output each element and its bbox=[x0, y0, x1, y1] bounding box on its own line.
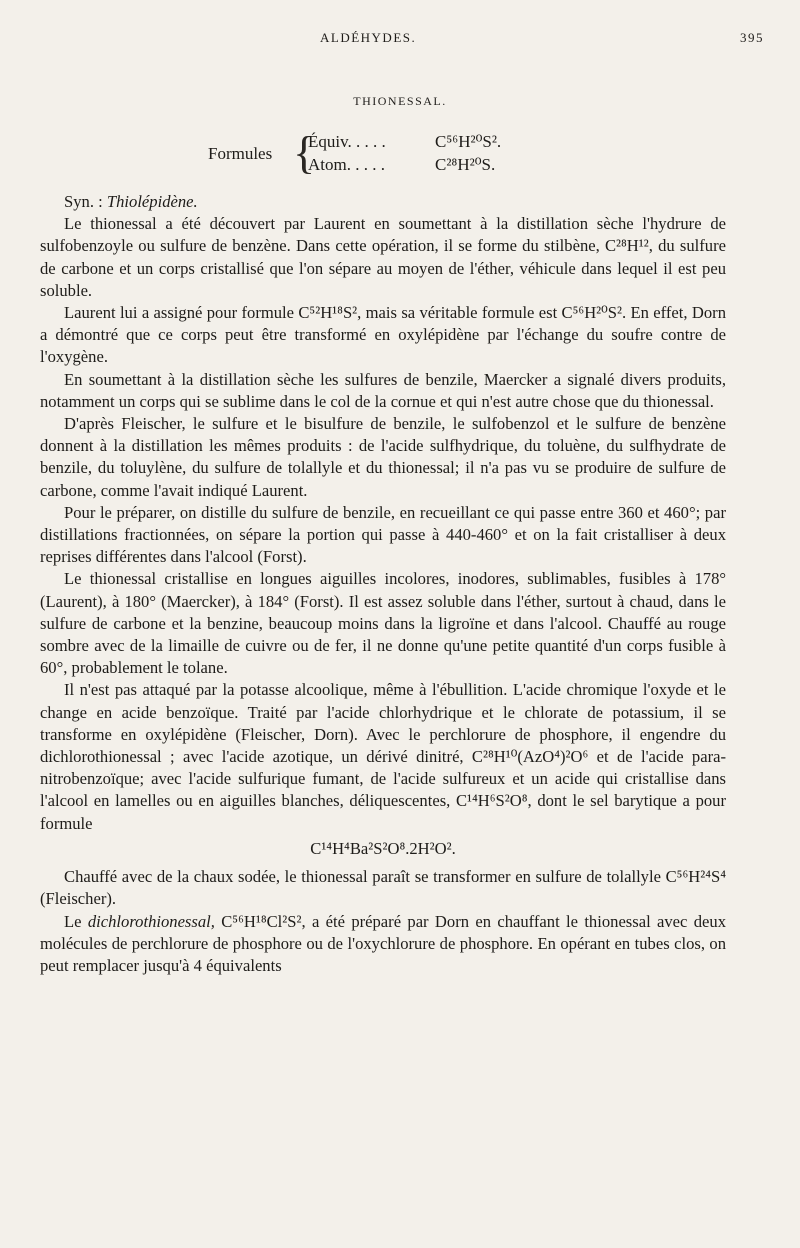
running-title: ALDÉHYDES. bbox=[320, 30, 417, 45]
dichloro-text: C⁵⁶H¹⁸Cl²S², a été préparé par Dorn en chauffant le thionessal avec deux molécules de perchlorure de phosphore ou de l'oxychlorure de phosphore. En opérant en tubes clos, on peut remplacer jusqu'à 4 équivalents bbox=[40, 911, 727, 975]
formula-row-value: C²⁸H²⁰S. bbox=[435, 155, 496, 174]
formula-row-atom bbox=[308, 155, 496, 175]
section-title: THIONESSAL. bbox=[353, 94, 447, 108]
formula-row-name: Atom. . . . . bbox=[308, 155, 385, 174]
paragraph-dichlorothionessal bbox=[40, 911, 726, 978]
paragraph-maercker: En soumettant à la distillation sèche les sulfures de benzile, Maercker a signalé divers produits, notamment un corps qui se sublime dans le col de la cornue et qui n'est autre chose que du thionessal. bbox=[40, 369, 726, 411]
dichloro-term: dichlorothionessal, bbox=[87, 911, 215, 931]
paragraph-fleischer: D'après Fleischer, le sulfure et le bisulfure de benzile, le sulfobenzol et le sulfure de benzène donnent à la distillation les mêmes produits : de l'acide sulfhydrique, du toluène, du sulfhydrate de benzile, du toluylène, du sulfure de tolallyle et du thionessal; il n'a pas vu se produire de sulfure de carbone, comme l'avait indiqué Laurent. bbox=[40, 414, 726, 500]
paragraph-reactions: Il n'est pas attaqué par la potasse alcoolique, même à l'ébullition. L'acide chromique l'oxyde et le change en acide benzoïque. Traité par l'acide chlorhydrique et le chlorate de potassium, il se transforme en oxylépidène (Fleischer, Dorn). Avec le perchlorure de phosphore, il engendre du dichlorothionessal ; avec l'acide azotique, un dérivé dinitré, C²⁸H¹⁰(AzO⁴)²O⁶ et de l'acide para-nitrobenzoïque; avec l'acide sulfurique fumant, de l'acide sulfureux et un acide qui cristallise dans l'alcool en lamelles ou en aiguilles blanches, déliquescentes, C¹⁴H⁶S²O⁸, dont le sel barytique a pour formule bbox=[40, 680, 726, 833]
barium-salt-formula: C¹⁴H⁴Ba²S²O⁸.2H²O². bbox=[310, 838, 456, 858]
paragraph-preparation: Pour le préparer, on distille du sulfure de benzile, en recueillant ce qui passe entre 360 et 460°; par distillations fractionnées, on sépare la portion qui passe à 440-460° et on la fait cristalliser à deux reprises différentes dans l'alcool (Forst). bbox=[40, 502, 726, 567]
paragraph-properties: Le thionessal cristallise en longues aiguilles incolores, inodores, sublimables, fusibles à 178° (Laurent), à 180° (Maercker), à 184° (Forst). Il est assez soluble dans l'éther, surtout à chaud, dans le sulfure de carbone et la benzine, beaucoup moins dans la ligroïne et dans l'alcool. Chauffé au rouge sombre avec de la limaille de cuivre ou de fer, il ne donne qu'une petite quantité d'un corps fusible à 60°, probablement le tolane. bbox=[40, 569, 726, 678]
paragraph-discovery: Le thionessal a été découvert par Laurent en soumettant à la distillation sèche l'hydrure de sulfobenzoyle ou sulfure de benzène. Dans cette opération, il se forme du stilbène, C²⁸H¹², du sulfure de carbone et un corps cristallisé que l'on sépare au moyen de l'éther, véhicule dans lequel il est peu soluble. bbox=[40, 214, 726, 300]
synonym-prefix: Syn. : bbox=[64, 192, 107, 211]
synonym-term: Thiolépidène. bbox=[106, 192, 198, 211]
formula-row-name: Équiv. . . . . bbox=[308, 132, 386, 151]
synonym-line bbox=[40, 191, 726, 213]
page-number: 395 bbox=[740, 30, 764, 45]
paragraph-soda-lime: Chauffé avec de la chaux sodée, le thionessal paraît se transformer en sulfure de tolallyle C⁵⁶H²⁴S⁴ (Fleischer). bbox=[40, 867, 726, 909]
brace-glyph: { bbox=[293, 127, 316, 178]
dichloro-prefix: Le bbox=[64, 911, 88, 931]
formula-label: Formules bbox=[208, 144, 273, 163]
formula-row-value: C⁵⁶H²⁰S². bbox=[435, 132, 502, 151]
formula-block bbox=[208, 127, 728, 180]
formula-row-equiv bbox=[308, 132, 502, 152]
paragraph-formula: Laurent lui a assigné pour formule C⁵²H¹⁸S², mais sa véritable formule est C⁵⁶H²⁰S². En effet, Dorn a démontré que ce corps peut être transformé en oxylépidène par l'échange du soufre contre de l'oxygène. bbox=[40, 303, 726, 367]
body-text bbox=[40, 191, 726, 977]
